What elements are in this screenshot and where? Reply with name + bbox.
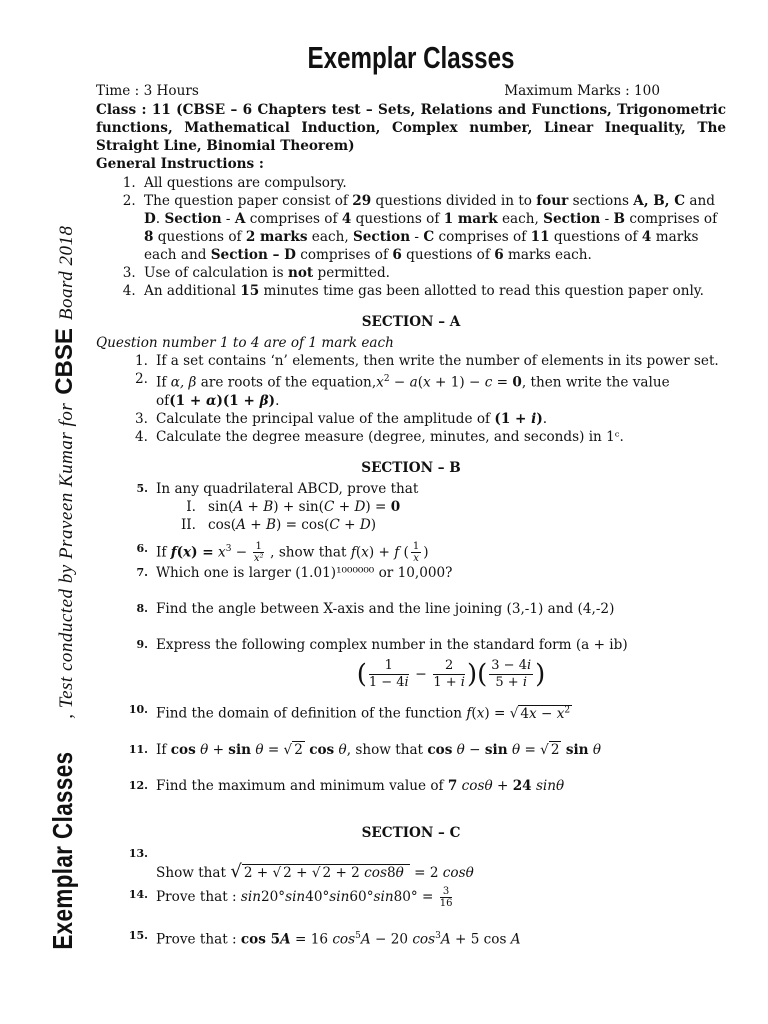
- question-8: 8. Find the angle between X-axis and the line joining (3,-1) and (4,-2): [136, 601, 615, 618]
- question-9-expression: ( $\frac{1}{1 - 4i}$ − $\frac{2}{1 + i}$ )( $\frac{3 - 4i}{5 + i}$ ): [356, 658, 546, 691]
- question-10: 10. Find the domain of definition of the function f(x) = √ $4x - x^2$: [128, 703, 571, 722]
- question-13-body: Show that √ 2 + √ 2 + √ 2 + 2 cos8θ = 2 cosθ: [156, 860, 474, 882]
- instruction-item: 3. Use of calculation is not permitted.: [140, 264, 726, 282]
- instructions-list: [96, 174, 726, 300]
- sidebar-main-text: Exemplar Classes: [47, 751, 78, 950]
- question-12: 12. Find the maximum and minimum value of 7 cosθ + 24 sinθ: [128, 777, 565, 794]
- question-2: 2. If α, β are roots of the $equation,x^2 - a(x + 1) - c = 0$, then write the value of(1 + α)(1 + β).: [135, 371, 670, 409]
- question-5-part-i: I. sin(A + B) + sin(C + D) = 0: [186, 498, 401, 515]
- question-paper: [96, 40, 726, 948]
- question-5-part-ii: II. cos(A + B) = cos(C + D): [180, 516, 377, 533]
- question-15: 15. Prove that : cos 5A = 16 $\cos^5A - 20$ $\cos^3A + 5$ cos A: [128, 928, 521, 948]
- question-6: 6. If $f(x) = x^3$ − $\frac{1}{\text{x²}}$ , show that f(x) + f ( $\frac{1}{x}$ ): [136, 541, 429, 565]
- time-label: Time : 3 Hours: [96, 83, 199, 99]
- page-title: Exemplar Classes: [307, 40, 515, 75]
- max-marks-label: Maximum Marks : 100: [504, 83, 660, 99]
- section-b-heading: SECTION – B: [361, 459, 461, 476]
- general-instructions-heading: General Instructions :: [96, 156, 264, 172]
- instruction-item: 1. All questions are compulsory.: [140, 174, 726, 192]
- question-1: 1. If a set contains ‘n’ elements, then write the number of elements in its power set.: [135, 353, 719, 369]
- instruction-item: 4. An additional 15 minutes time gas been allotted to read this question paper only.: [140, 282, 726, 300]
- question-13: 13.: [128, 846, 148, 860]
- class-line: Class : 11 (CBSE – 6 Chapters test – Sets, Relations and Functions, Trigonometric functions, Mathematical Induction, Complex number, Linear Inequality, The Straight Line, Binomial Theorem): [96, 102, 726, 154]
- question-3: 3. Calculate the principal value of the amplitude of (1 + i).: [135, 410, 548, 427]
- instruction-item: 2. The question paper consist of 29 questions divided in to four sections A, B, C and D. Section - A comprises of 4 questions of 1 mark each, Section - B comprises of 8 questions of 2 marks each, Section - C comprises of 11 questions of 4 marks each and Section – D comprises of 6 questions of 6 marks each.: [140, 192, 726, 264]
- meta-row: [96, 82, 726, 101]
- section-c-heading: SECTION – C: [361, 824, 461, 841]
- sidebar-board-text: Board 2018: [56, 225, 77, 321]
- sidebar-cbse-text: CBSE: [51, 328, 78, 395]
- section-a-heading: SECTION – A: [361, 314, 461, 330]
- question-9: 9. Express the following complex number in the standard form (a + ib): [136, 637, 628, 654]
- sidebar-watermark: [20, 180, 106, 1020]
- question-7: 7. Which one is larger (1.01)¹⁰⁰⁰⁰⁰⁰ or 10,000?: [136, 565, 453, 582]
- question-5: 5. In any quadrilateral ABCD, prove that: [136, 480, 419, 497]
- section-a-note: Question number 1 to 4 are of 1 mark each: [96, 335, 394, 351]
- question-4: 4. Calculate the degree measure (degree, minutes, and seconds) in 1ᶜ.: [135, 428, 624, 445]
- sidebar-script-text: , Test conducted by Praveen Kumar for: [56, 402, 77, 719]
- question-14: 14. Prove that : sin20°sin40°sin60°sin80° = $\frac{3}{16}$: [128, 885, 453, 909]
- question-11: 11. If cos θ + sin θ = √ 2 cos θ, show that cos θ − sin θ = √ 2 sin θ: [128, 741, 602, 758]
